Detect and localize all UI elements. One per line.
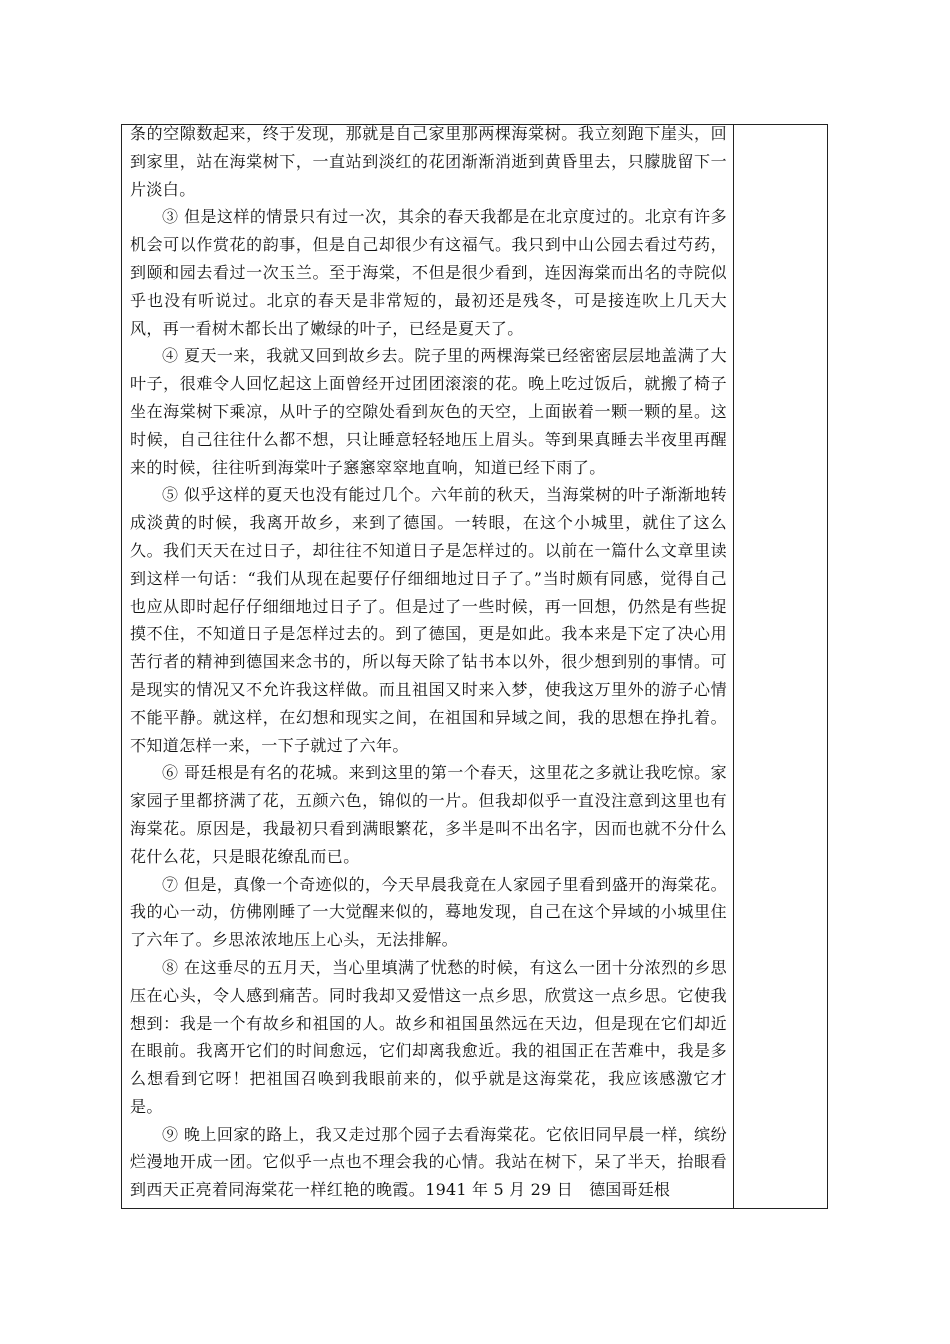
notes-cell (734, 125, 827, 1208)
paragraph-4: ④ 夏天一来，我就又回到故乡去。院子里的两棵海棠已经密密层层地盖满了大叶子，很难令人回忆起这上面曾经开过团团滚滚的花。晚上吃过饭后，就搬了椅子坐在海棠树下乘凉，从叶子的空隙处看到灰色的天空，上面嵌着一颗一颗的星。这时候，自己往往什么都不想，只让睡意轻轻地压上眉头。等到果真睡去半夜里再醒来的时候，往往听到海棠叶子窸窸窣窣地直响，知道已经下雨了。 (130, 346, 727, 477)
date-location-line: 1941 年 5 月 29 日 德国哥廷根 (425, 1180, 671, 1200)
paragraph-5: ⑤ 似乎这样的夏天也没有能过几个。六年前的秋天，当海棠树的叶子渐渐地转成淡黄的时候，我离开故乡，来到了德国。一转眼，在这个小城里，就住了这么久。我们天天在过日子，却往往不知道日子是怎样过的。以前在一篇什么文章里读到这样一句话：“我们从现在起要仔仔细细地过日子了。”当时颇有同感，觉得自己也应从即时起仔仔细细地过日子了。但是过了一些时候，再一回想，仍然是有些捉摸不住，不知道日子是怎样过去的。到了德国，更是如此。我本来是下定了决心用苦行者的精神到德国来念书的，所以每天除了钻书本以外，很少想到别的事情。可是现实的情况又不允许我这样做。而且祖国又时来入梦，使我这万里外的游子心情不能平静。就这样，在幻想和现实之间，在祖国和异域之间，我的思想在挣扎着。不知道怎样一来，一下子就过了六年。 (130, 485, 727, 755)
paragraph-3: ③ 但是这样的情景只有过一次，其余的春天我都是在北京度过的。北京有许多机会可以作赏花的韵事，但是自己却很少有这福气。我只到中山公园去看过芍药，到颐和园去看过一次玉兰。至于海棠，不但是很少看到，连因海棠而出名的寺院似乎也没有听说过。北京的春天是非常短的，最初还是残冬，可是接连吹上几天大风，再一看树木都长出了嫩绿的叶子，已经是夏天了。 (130, 207, 727, 338)
paragraph-7: ⑦ 但是，真像一个奇迹似的，今天早晨我竟在人家园子里看到盛开的海棠花。我的心一动，仿佛刚睡了一大觉醒来似的，蓦地发现，自己在这个异域的小城里住了六年了。乡思浓浓地压上心头，无法排解。 (130, 874, 727, 950)
paragraph-9-text: ⑨ 晚上回家的路上，我又走过那个园子去看海棠花。它依旧同早晨一样，缤纷烂漫地开成一团。它似乎一点也不理会我的心情。我站在树下，呆了半天，抬眼看到西天正亮着同海棠花一样红艳的晚霞。 (130, 1124, 727, 1200)
text-cell (122, 125, 733, 1208)
document-table (121, 124, 828, 1209)
paragraph-continuation: 条的空隙数起来，终于发现，那就是自己家里那两棵海棠树。我立刻跑下崖头，回到家里，站在海棠树下，一直站到淡红的花团渐渐消逝到黄昏里去，只朦胧留下一片淡白。 (130, 124, 727, 199)
paragraph-6: ⑥ 哥廷根是有名的花城。来到这里的第一个春天，这里花之多就让我吃惊。家家园子里都挤满了花，五颜六色，锦似的一片。但我却似乎一直没注意到这里也有海棠花。原因是，我最初只看到满眼繁花，多半是叫不出名字，因而也就不分什么花什么花，只是眼花缭乱而已。 (130, 763, 727, 866)
paragraph-8: ⑧ 在这垂尽的五月天，当心里填满了忧愁的时候，有这么一团十分浓烈的乡思压在心头，令人感到痛苦。同时我却又爱惜这一点乡思，欣赏这一点乡思。它使我想到：我是一个有故乡和祖国的人。故乡和祖国虽然远在天边，但是现在它们却近在眼前。我离开它们的时间愈远，它们却离我愈近。我的祖国正在苦难中，我是多么想看到它呀！把祖国召唤到我眼前来的，似乎就是这海棠花，我应该感激它才是。 (130, 957, 727, 1116)
paragraph-9 (130, 1121, 727, 1204)
